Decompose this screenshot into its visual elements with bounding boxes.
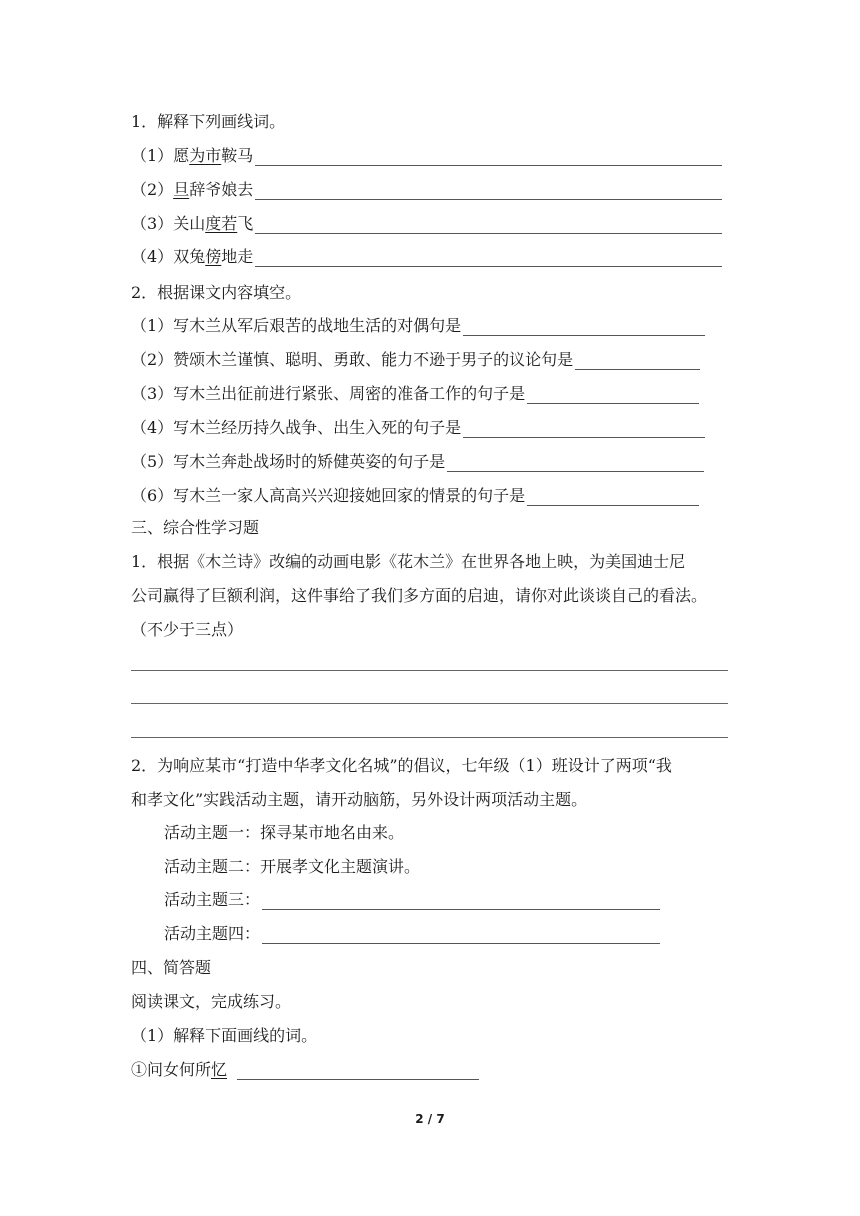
question-1-title: 1．解释下列画线词。 <box>131 112 286 131</box>
s3-q1-line-3: （不少于三点） <box>131 620 244 639</box>
activity-theme-3: 活动主题三： <box>164 890 660 910</box>
answer-line[interactable] <box>131 737 728 738</box>
underlined-word: 为市 <box>189 146 222 165</box>
section-4-heading: 四、简答题 <box>131 958 212 977</box>
answer-blank[interactable] <box>463 319 705 336</box>
answer-blank[interactable] <box>255 183 722 200</box>
s3-q2-line-2: 和孝文化”实践活动主题，请开动脑筋，另外设计两项活动主题。 <box>131 790 588 809</box>
q2-item-5: （5）写木兰奔赴战场时的矫健英姿的句子是 <box>131 452 704 472</box>
answer-blank[interactable] <box>262 927 660 944</box>
answer-blank[interactable] <box>237 1063 479 1080</box>
section-3-heading: 三、综合性学习题 <box>131 518 260 537</box>
answer-blank[interactable] <box>255 250 722 267</box>
underlined-word: 旦 <box>173 180 190 199</box>
q2-item-1: （1）写木兰从军后艰苦的战地生活的对偶句是 <box>131 316 705 336</box>
answer-blank[interactable] <box>255 149 722 166</box>
underlined-word: 度若 <box>205 214 238 233</box>
underlined-word: 忆 <box>211 1060 228 1079</box>
s4-sub-question-1: （1）解释下面画线的词。 <box>131 1026 318 1045</box>
underlined-word: 傍 <box>205 247 222 266</box>
s4-item-1: ①问女何所 忆 <box>131 1060 479 1080</box>
reading-instruction: 阅读课文，完成练习。 <box>131 992 292 1011</box>
q2-item-2: （2）赞颂木兰谨慎、聪明、勇敢、能力不逊于男子的议论句是 <box>131 350 700 370</box>
answer-line[interactable] <box>131 703 728 704</box>
question-2-title: 2．根据课文内容填空。 <box>131 283 302 302</box>
answer-line[interactable] <box>131 670 728 671</box>
q2-item-3: （3）写木兰出征前进行紧张、周密的准备工作的句子是 <box>131 384 699 404</box>
q1-item-4: （4） 双兔 傍 地走 <box>131 247 722 267</box>
activity-theme-1: 活动主题一：探寻某市地名由来。 <box>164 823 405 842</box>
q1-item-1: （1） 愿 为市 鞍马 <box>131 146 722 166</box>
answer-blank[interactable] <box>447 455 704 472</box>
s3-q1-line-2: 公司赢得了巨额利润，这件事给了我们多方面的启迪，请你对此谈谈自己的看法。 <box>131 586 708 605</box>
page-number: 2 / 7 <box>415 1112 445 1126</box>
answer-blank[interactable] <box>527 387 699 404</box>
activity-theme-2: 活动主题二：开展孝文化主题演讲。 <box>164 857 421 876</box>
answer-blank[interactable] <box>575 353 700 370</box>
q2-item-4: （4）写木兰经历持久战争、出生入死的句子是 <box>131 418 705 438</box>
answer-blank[interactable] <box>527 489 699 506</box>
q1-item-2: （2） 旦 辞爷娘去 <box>131 180 722 200</box>
q2-item-6: （6）写木兰一家人高高兴兴迎接她回家的情景的句子是 <box>131 486 699 506</box>
answer-blank[interactable] <box>262 893 660 910</box>
s3-q1-line-1: 1．根据《木兰诗》改编的动画电影《花木兰》在世界各地上映，为美国迪士尼 <box>131 552 686 571</box>
q1-item-3: （3） 关山 度若 飞 <box>131 214 722 234</box>
s3-q2-line-1: 2．为响应某市“打造中华孝文化名城”的倡议，七年级（1）班设计了两项“我 <box>131 756 672 775</box>
answer-blank[interactable] <box>463 421 705 438</box>
activity-theme-4: 活动主题四： <box>164 924 660 944</box>
answer-blank[interactable] <box>255 217 722 234</box>
